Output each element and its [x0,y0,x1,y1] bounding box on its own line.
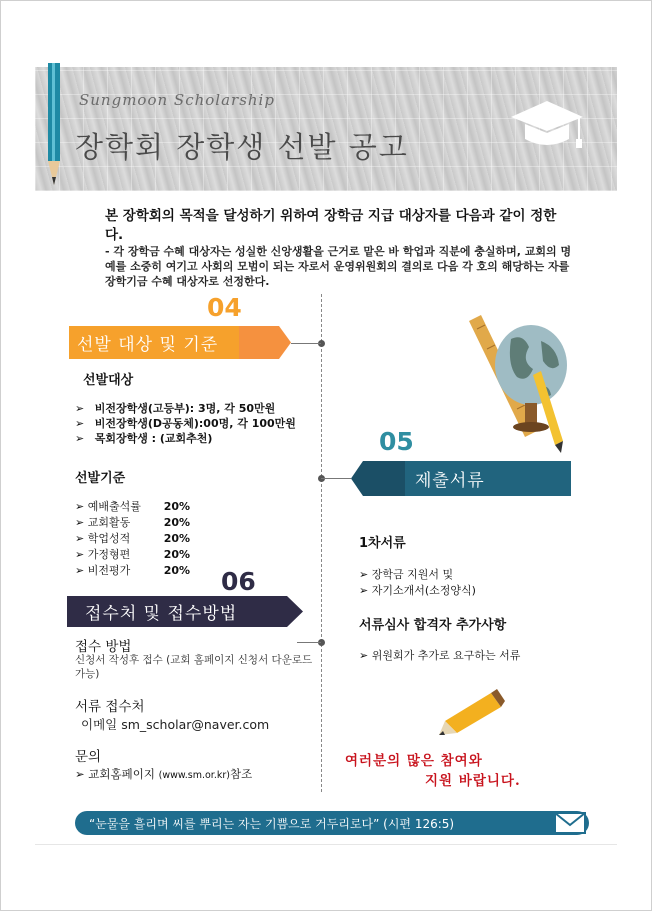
arrow-bullet-icon: ➢ [75,417,85,430]
arrow-bullet-icon: ➢ [75,564,85,577]
section-06-bar-arrow [287,596,303,627]
connector-line [297,642,321,643]
section-06-title: 접수처 및 접수방법 [67,596,287,627]
marker-icon [431,687,507,739]
mail-icon [553,807,587,835]
arrow-bullet-icon: ➢ [75,532,85,545]
arrow-bullet-icon: ➢ [359,649,369,662]
section-05-number: 05 [379,427,414,456]
closing-line-2: 지원 바랍니다. [425,773,521,789]
globe-icon [495,325,567,432]
footer-quote-bar [75,811,589,835]
contact-text: ➢ 교회홈페이지 (www.sm.or.kr)참조 [75,767,253,781]
first-docs-heading: 1차서류 [359,536,406,551]
arrow-bullet-icon: ➢ [359,584,369,597]
method-heading: 접수 방법 [75,639,132,655]
office-email: 이메일 sm_scholar@naver.com [81,717,270,732]
intro-main-text: 본 장학회의 목적을 달성하기 위하여 장학금 지급 대상자를 다음과 같이 정한다. [105,208,557,243]
criteria-row: ➢ 교회활동 20% [75,516,191,529]
list-item: ➢ 목회장학생 : (교회추천) [75,432,213,445]
criteria-row: ➢ 학업성적 20% [75,532,191,545]
list-item: ➢ 장학금 지원서 및 [359,568,454,581]
center-divider [321,294,322,792]
pencil-icon [47,63,61,187]
contact-url[interactable]: (www.sm.or.kr) [158,770,230,781]
page-title: 장학회 장학생 선발 공고 [75,130,409,164]
list-item: ➢ 비전장학생(고등부): 3명, 각 50만원 [75,402,276,415]
connector-line [291,343,321,344]
list-item: ➢ 위원회가 추가로 요구하는 서류 [359,649,521,662]
arrow-bullet-icon: ➢ [75,767,85,781]
list-item: ➢ 비전장학생(D공동체):00명, 각 100만원 [75,417,296,430]
arrow-bullet-icon: ➢ [75,402,85,415]
section-06-number: 06 [221,567,256,596]
office-heading: 서류 접수처 [75,699,145,715]
arrow-bullet-icon: ➢ [75,432,85,445]
arrow-bullet-icon: ➢ [359,568,369,581]
criteria-heading: 선발기준 [75,471,126,486]
list-item: ➢ 자기소개서(소정양식) [359,584,476,597]
section-04-number: 04 [207,293,242,322]
closing-line-1: 여러분의 많은 참여와 [345,753,483,769]
contact-heading: 문의 [75,749,102,765]
connector-line [321,478,351,479]
section-04-title: 선발 대상 및 기준 [69,326,239,359]
header-subtitle: Sungmoon Scholarship [79,91,275,109]
arrow-bullet-icon: ➢ [75,500,85,513]
section-04-bar-arrow [239,326,291,359]
target-heading: 선발대상 [83,373,134,388]
intro-note-text: - 각 장학금 수혜 대상자는 성실한 신앙생활을 근거로 맡은 바 학업과 직분에 충실하며, 교회의 명예를 소중히 여기고 사회의 모범이 되는 자로서 운영위원회의 결의로 다음 각 호의 해당하는 자를 장학기금 수혜 대상자로 선정한다. [105,245,572,288]
arrow-bullet-icon: ➢ [75,548,85,561]
section-05-bar-arrow [351,461,405,496]
criteria-row: ➢ 비전평가 20% [75,564,191,577]
method-text: 신청서 작성후 접수 (교회 홈페이지 신청서 다운로드 가능) [75,654,313,680]
footer-divider [35,844,617,845]
arrow-bullet-icon: ➢ [75,516,85,529]
extra-docs-heading: 서류심사 합격자 추가사항 [359,618,507,633]
criteria-row: ➢ 가정형편 20% [75,548,191,561]
section-05-title: 제출서류 [405,461,571,496]
globe-illustration [463,303,583,453]
graduation-cap-icon [509,97,585,153]
footer-quote: “눈물을 흘리며 씨를 뿌리는 자는 기쁨으로 거두리로다” (시편 126:5) [89,816,455,831]
criteria-row: ➢ 예배출석률 20% [75,500,191,513]
